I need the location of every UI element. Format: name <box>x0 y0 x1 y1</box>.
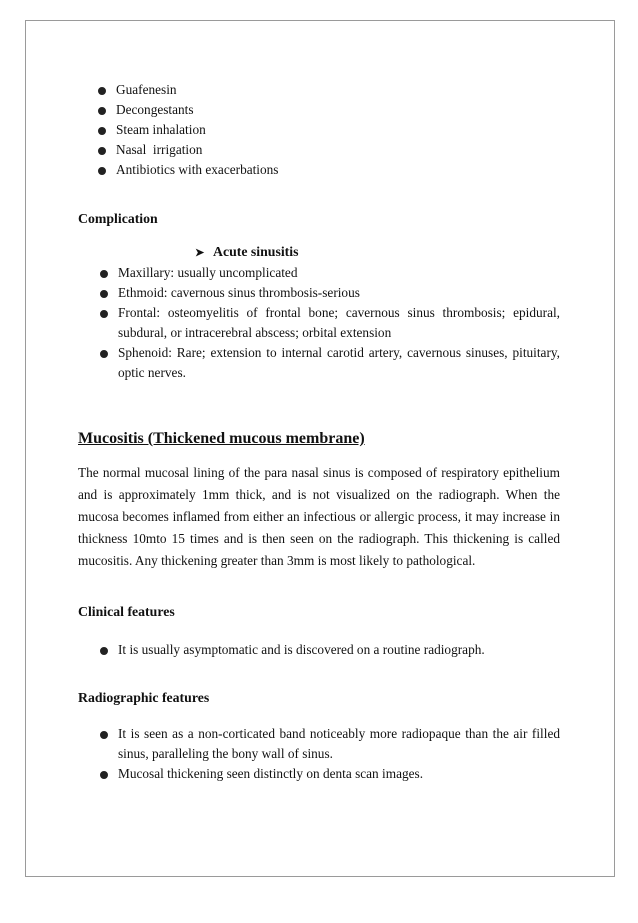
bullet-icon <box>98 107 106 115</box>
list-item: Sphenoid: Rare; extension to internal carotid artery, cavernous sinuses, pituitary, optic nerves. <box>98 343 560 383</box>
document-page <box>25 20 615 877</box>
bullet-icon <box>100 771 108 779</box>
bullet-icon <box>98 167 106 175</box>
list-item: Nasal irrigation <box>96 140 560 160</box>
list-item: Ethmoid: cavernous sinus thrombosis-serious <box>98 283 560 303</box>
list-item: Guafenesin <box>96 80 560 100</box>
bullet-icon <box>100 731 108 739</box>
arrow-bullet-icon: ➤ <box>195 247 205 259</box>
acute-sinusitis-subheading: ➤ Acute sinusitis <box>195 242 298 263</box>
mucositis-title: Mucositis (Thickened mucous membrane) <box>78 430 365 447</box>
bullet-icon <box>98 127 106 135</box>
clinical-features-list <box>98 640 560 660</box>
list-item: Steam inhalation <box>96 120 560 140</box>
list-item: It is usually asymptomatic and is discovered on a routine radiograph. <box>98 640 560 660</box>
list-item: Decongestants <box>96 100 560 120</box>
list-item: It is seen as a non-corticated band noticeably more radiopaque than the air filled sinus, paralleling the bony wall of sinus. <box>98 724 560 764</box>
complication-list <box>98 263 560 383</box>
complication-heading: Complication <box>78 211 158 226</box>
bullet-icon <box>100 270 108 278</box>
bullet-icon <box>100 310 108 318</box>
bullet-icon <box>100 350 108 358</box>
list-item: Antibiotics with exacerbations <box>96 160 560 180</box>
list-item: Maxillary: usually uncomplicated <box>98 263 560 283</box>
mucositis-paragraph: The normal mucosal lining of the para nasal sinus is composed of respiratory epithelium and is approximately 1mm thick, and is not visualized on the radiograph. When the mucosa becomes inflamed from either an infectious or allergic process, it may increase in thickness 10mto 15 times and is then seen on the radiograph. This thickening is called mucositis. Any thickening greater than 3mm is most likely to pathological. <box>78 465 560 568</box>
bullet-icon <box>100 290 108 298</box>
list-item: Frontal: osteomyelitis of frontal bone; cavernous sinus thrombosis; epidural, subdural, or intracerebral abscess; orbital extension <box>98 303 560 343</box>
bullet-icon <box>98 147 106 155</box>
bullet-icon <box>98 87 106 95</box>
treatment-list <box>96 80 560 180</box>
radiographic-features-heading: Radiographic features <box>78 690 210 705</box>
clinical-features-heading: Clinical features <box>78 604 175 619</box>
list-item: Mucosal thickening seen distinctly on denta scan images. <box>98 764 560 784</box>
radiographic-features-list <box>98 724 560 784</box>
bullet-icon <box>100 647 108 655</box>
